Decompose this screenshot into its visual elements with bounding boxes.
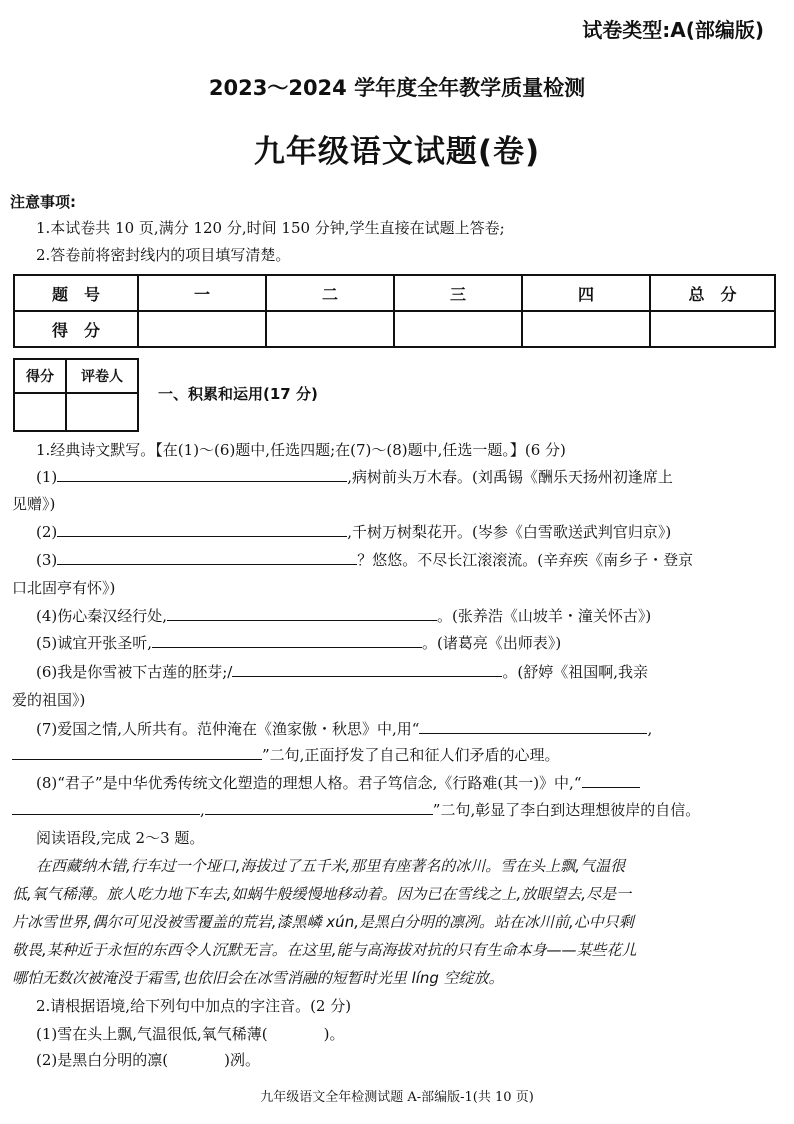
q2-1-line <box>36 1024 345 1044</box>
q1-4-line <box>36 606 651 626</box>
answer-blank[interactable] <box>582 773 640 788</box>
q2-1-text-a: (1)雪在头上飘,气温很低,氧气稀薄( <box>36 1025 268 1043</box>
passage-line: 片冰雪世界,偶尔可见没被雪覆盖的荒岩,漆黑嶙 xún,是黑白分明的凛冽。站在冰川前,心中只剩 <box>12 913 634 931</box>
q1-7-cont <box>12 745 559 765</box>
paper-type-label: 试卷类型:A(部编版) <box>582 18 764 42</box>
grader-score-label: 得分 <box>14 359 66 393</box>
score-table-cell: 三 <box>394 275 522 311</box>
q1-1-cont: 见赠》) <box>12 495 56 513</box>
grader-table <box>13 358 139 432</box>
q1-7-comma: , <box>647 720 653 738</box>
answer-blank[interactable] <box>205 800 433 815</box>
score-entry-cell[interactable] <box>266 311 394 347</box>
answer-blank[interactable] <box>232 662 502 677</box>
q1-5-line <box>36 633 561 653</box>
page-footer: 九年级语文全年检测试题 A-部编版-1(共 10 页) <box>260 1090 534 1105</box>
score-table-header-row <box>14 275 775 311</box>
passage-line: 在西藏纳木错,行车过一个垭口,海拔过了五千米,那里有座著名的冰川。雪在头上飘,气温很 <box>36 857 626 875</box>
q1-7-line <box>36 719 652 739</box>
score-entry-cell[interactable] <box>522 311 650 347</box>
grader-name-label: 评卷人 <box>66 359 138 393</box>
answer-blank[interactable] <box>419 719 647 734</box>
score-table-score-row <box>14 311 775 347</box>
q1-4-text-b: 。(张养浩《山坡羊・潼关怀古》) <box>437 607 652 625</box>
q1-1-line <box>36 467 673 487</box>
q1-1-number: (1) <box>36 468 58 486</box>
q1-7-text-a: (7)爱国之情,人所共有。范仲淹在《渔家傲・秋思》中,用“ <box>36 720 420 738</box>
q1-8-text-c: ”二句,彰显了李白到达理想彼岸的自信。 <box>432 801 701 819</box>
score-table-cell: 二 <box>266 275 394 311</box>
note-item-1: 1.本试卷共 10 页,满分 120 分,时间 150 分钟,学生直接在试题上答卷; <box>36 219 505 237</box>
answer-blank[interactable] <box>57 522 347 537</box>
answer-blank[interactable] <box>152 633 422 648</box>
score-table <box>13 274 776 348</box>
q1-8-line <box>36 773 640 793</box>
score-entry-cell[interactable] <box>138 311 266 347</box>
passage-line: 低,氧气稀薄。旅人吃力地下车去,如蜗牛般缓慢地移动着。因为已在雪线之上,放眼望去,尽是一 <box>12 885 632 903</box>
q1-7-text-c: ”二句,正面抒发了自己和征人们矛盾的心理。 <box>262 746 560 764</box>
q1-4-text-a: (4)伤心秦汉经行处, <box>36 607 168 625</box>
section-title: 一、积累和运用(17 分) <box>158 385 318 403</box>
q1-3-number: (3) <box>36 551 58 569</box>
note-item-2: 2.答卷前将密封线内的项目填写清楚。 <box>36 246 291 264</box>
exam-title: 2023～2024 学年度全年教学质量检测 <box>208 76 586 100</box>
q1-6-line <box>36 662 648 682</box>
score-entry-cell[interactable] <box>650 311 775 347</box>
q1-intro: 1.经典诗文默写。【在(1)～(6)题中,任选四题;在(7)～(8)题中,任选一题。】(6 分) <box>36 441 566 459</box>
q1-6-cont: 爱的祖国》) <box>12 691 86 709</box>
answer-blank[interactable] <box>57 467 347 482</box>
q1-2-text: ,千树万树梨花开。(岑参《白雪歌送武判官归京》) <box>347 523 672 541</box>
answer-blank[interactable] <box>12 745 262 760</box>
q1-8-cont <box>12 800 700 820</box>
q2-2-text-b: )冽。 <box>224 1051 260 1069</box>
q1-8-comma: , <box>200 801 205 819</box>
q1-2-number: (2) <box>36 523 58 541</box>
score-table-cell: 一 <box>138 275 266 311</box>
q1-3-text: ？悠悠。不尽长江滚滚流。(辛弃疾《南乡子・登京 <box>357 551 694 569</box>
answer-blank[interactable] <box>12 800 200 815</box>
grader-name-cell[interactable] <box>66 393 138 431</box>
grader-score-cell[interactable] <box>14 393 66 431</box>
q1-6-text-b: 。(舒婷《祖国啊,我亲 <box>502 663 648 681</box>
score-table-cell: 题 号 <box>14 275 138 311</box>
passage-line: 敬畏,某种近于永恒的东西令人沉默无言。在这里,能与高海拔对抗的只有生命本身——某些花儿 <box>12 941 637 959</box>
q1-6-text-a: (6)我是你雪被下古莲的胚芽;/ <box>36 663 233 681</box>
q1-3-line <box>36 550 693 570</box>
q1-5-text-b: 。(诸葛亮《出师表》) <box>422 634 562 652</box>
q1-1-text: ,病树前头万木春。(刘禹锡《酬乐天扬州初逢席上 <box>347 468 673 486</box>
subject-title: 九年级语文试题(卷) <box>253 134 541 170</box>
reading-intro: 阅读语段,完成 2～3 题。 <box>36 829 205 847</box>
q2-2-text-a: (2)是黑白分明的凛( <box>36 1051 169 1069</box>
score-entry-cell[interactable] <box>394 311 522 347</box>
score-table-cell: 总 分 <box>650 275 775 311</box>
answer-blank[interactable] <box>57 550 357 565</box>
score-table-cell: 得 分 <box>14 311 138 347</box>
notes-heading: 注意事项: <box>10 193 76 211</box>
q1-5-text-a: (5)诚宜开张圣听, <box>36 634 153 652</box>
answer-blank[interactable] <box>167 606 437 621</box>
q1-8-text-a: (8)“君子”是中华优秀传统文化塑造的理想人格。君子笃信念,《行路难(其一)》中,“ <box>36 774 582 792</box>
q2-2-line <box>36 1050 260 1070</box>
q1-2-line <box>36 522 671 542</box>
q2-prompt: 2.请根据语境,给下列句中加点的字注音。(2 分) <box>36 997 352 1015</box>
score-table-cell: 四 <box>522 275 650 311</box>
q1-3-cont: 口北固亭有怀》) <box>12 579 116 597</box>
passage-line: 哪怕无数次被淹没于霜雪,也依旧会在冰雪消融的短暂时光里 líng 空绽放。 <box>12 969 504 987</box>
q2-1-text-b: )。 <box>323 1025 345 1043</box>
